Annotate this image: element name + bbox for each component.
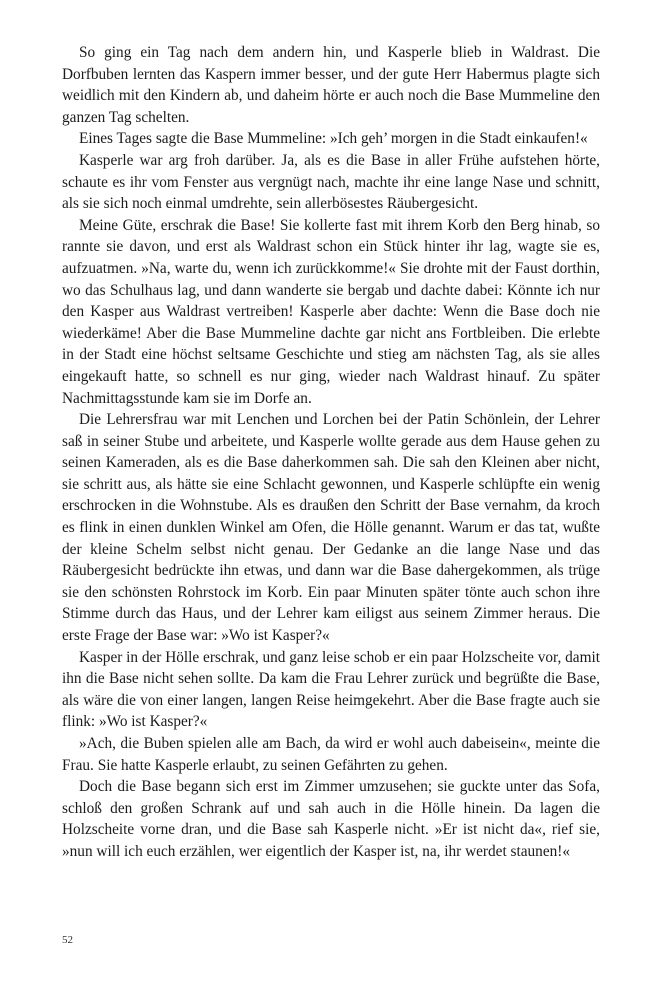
paragraph-7: »Ach, die Buben spielen alle am Bach, da wird er wohl auch dabeisein«, meinte die Frau. Sie hatte Kasperle erlaubt, zu seinen Gefährten zu gehen. (62, 735, 600, 774)
paragraph-6: Kasper in der Hölle erschrak, und ganz leise schob er ein paar Holzscheite vor, damit ihn die Base nicht sehen sollte. Da kam die Frau Lehrer zurück und begrüßte die Base, als wäre die von einer langen, langen Reise heimgekehrt. Aber die Base fragte auch sie flink: »Wo ist Kasper?« (62, 648, 600, 731)
paragraph-1: So ging ein Tag nach dem andern hin, und Kasperle blieb in Waldrast. Die Dorfbuben lernten das Kaspern immer besser, und der gute Herr Habermus plagte sich weidlich mit den Kindern ab, und daheim hörte er auch noch die Base Mummeline den ganzen Tag schelten. (62, 44, 600, 126)
paragraph-4: Meine Güte, erschrak die Base! Sie kollerte fast mit ihrem Korb den Berg hinab, so rannte sie davon, und erst als Waldrast schon ein Stück hinter ihr lag, wagte sie es, aufzuatmen. »Na, warte du, wenn ich zurückkomme!« Sie drohte mit der Faust dorthin, wo das Schulhaus lag, und dann wanderte sie bergab und dachte dabei: Könnte ich nur den Kasper aus Waldrast vertreiben! Kasperle aber dachte: Wenn die Base doch nie wiederkäme! Aber die Base Mummeline dachte gar nicht ans Fortbleiben. Die erlebte in der Stadt eine höchst seltsame Geschichte und stieg am nächsten Tag, als sie alles eingekauft hatte, so schnell es nur ging, wieder nach Waldrast hinauf. Zu später Nachmittagsstunde kam sie im Dorfe an. (62, 216, 600, 407)
paragraph-3: Kasperle war arg froh darüber. Ja, als es die Base in aller Frühe aufstehen hörte, schaute es ihr vom Fenster aus vergnügt nach, machte ihr eine lange Nase und schnitt, als sie sich noch einmal umdrehte, sein allerbösestes Räubergesicht. (62, 151, 600, 213)
page-number: 52 (62, 934, 73, 946)
paragraph-2: Eines Tages sagte die Base Mummeline: »Ich geh’ morgen in die Stadt einkaufen!« (79, 130, 588, 148)
paragraph-5: Die Lehrersfrau war mit Lenchen und Lorchen bei der Patin Schönlein, der Lehrer saß in seiner Stube und arbeitete, und Kasperle wollte gerade aus dem Hause gehen zu seinen Kameraden, als es die Base daherkommen sah. Die sah den Kleinen aber nicht, sie schritt aus, als hätte sie eine Schlacht gewonnen, und Kasperle schlüpfte ein wenig erschrocken in die Wohnstube. Als es draußen den Schritt der Base vernahm, da kroch es flink in einen dunklen Winkel am Ofen, die Hölle genannt. Warum er das tat, wußte der kleine Schelm selbst nicht genau. Der Gedanke an die lange Nase und das Räubergesicht bedrückte ihn etwas, und dann war die Base dahergekommen, als trüge sie den schönsten Rohrstock im Korb. Ein paar Minuten später tönte auch schon ihre Stimme durch das Haus, und der Lehrer kam eiligst aus seinem Zimmer heraus. Die erste Frage der Base war: »Wo ist Kasper?« (62, 411, 600, 645)
paragraph-8: Doch die Base begann sich erst im Zimmer umzusehen; sie guckte unter das Sofa, schloß den großen Schrank auf und sah auch in die Hölle hinein. Da lagen die Holzscheite vorne dran, und die Base sah Kasperle nicht. »Er ist nicht da«, rief sie, »nun will ich euch erzählen, wer eigentlich der Kasper ist, na, ihr werdet staunen!« (62, 778, 600, 860)
body-text (62, 42, 600, 863)
